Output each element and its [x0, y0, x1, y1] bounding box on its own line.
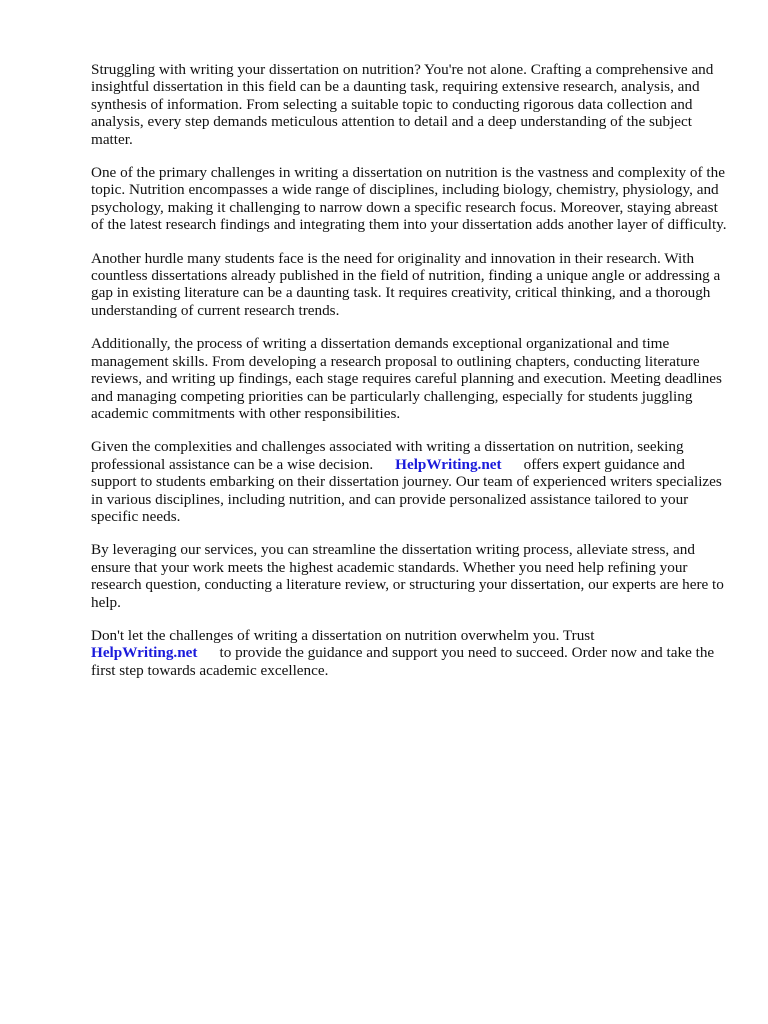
helpwriting-link-closing[interactable]: HelpWriting.net	[91, 644, 198, 662]
closing-text-before: Don't let the challenges of writing a dissertation on nutrition overwhelm you. Trust	[91, 626, 595, 644]
closing-text-after: to provide the guidance and support you need to succeed. Order now and take the first step towards academic excellence.	[91, 644, 715, 679]
paragraph-services: By leveraging our services, you can streamline the dissertation writing process, alleviate stress, and ensure that your work meets the highest academic standards. Whether you need help refining your research question, conducting a literature review, or structuring your dissertation, our experts are here to help.	[91, 541, 724, 611]
paragraph-assistance	[91, 438, 731, 525]
assistance-text-after: offers expert guidance and support to students embarking on their dissertation journey. Our team of experienced writers specializes in various disciplines, including nutrition, and can provide personalized assistance tailored to your specific needs.	[91, 455, 722, 525]
document-body	[91, 61, 731, 695]
paragraph-time-management: Additionally, the process of writing a dissertation demands exceptional organizational and time management skills. From developing a research proposal to outlining chapters, conducting literature reviews, and writing up findings, each stage requires careful planning and execution. Meeting deadlines and managing competing priorities can be particularly challenging, especially for students juggling academic commitments with other responsibilities.	[91, 335, 722, 422]
paragraph-closing	[91, 627, 731, 679]
assistance-text-before: Given the complexities and challenges associated with writing a dissertation on nutrition, seeking professional assistance can be a wise decision.	[91, 438, 684, 473]
helpwriting-link[interactable]: HelpWriting.net	[395, 455, 502, 473]
paragraph-challenges: One of the primary challenges in writing a dissertation on nutrition is the vastness and complexity of the topic. Nutrition encompasses a wide range of disciplines, including biology, chemistry, physiology, and psychology, making it challenging to narrow down a specific research focus. Moreover, staying abreast of the latest research findings and integrating them into your dissertation adds another layer of difficulty.	[91, 164, 727, 234]
paragraph-originality: Another hurdle many students face is the need for originality and innovation in their research. With countless dissertations already published in the field of nutrition, finding a unique angle or addressing a gap in existing literature can be a daunting task. It requires creativity, critical thinking, and a thorough understanding of current research trends.	[91, 249, 721, 319]
paragraph-intro: Struggling with writing your dissertation on nutrition? You're not alone. Crafting a comprehensive and insightful dissertation in this field can be a daunting task, requiring extensive research, analysis, and synthesis of information. From selecting a suitable topic to conducting rigorous data collection and analysis, every step demands meticulous attention to detail and a deep understanding of the subject matter.	[91, 61, 714, 148]
